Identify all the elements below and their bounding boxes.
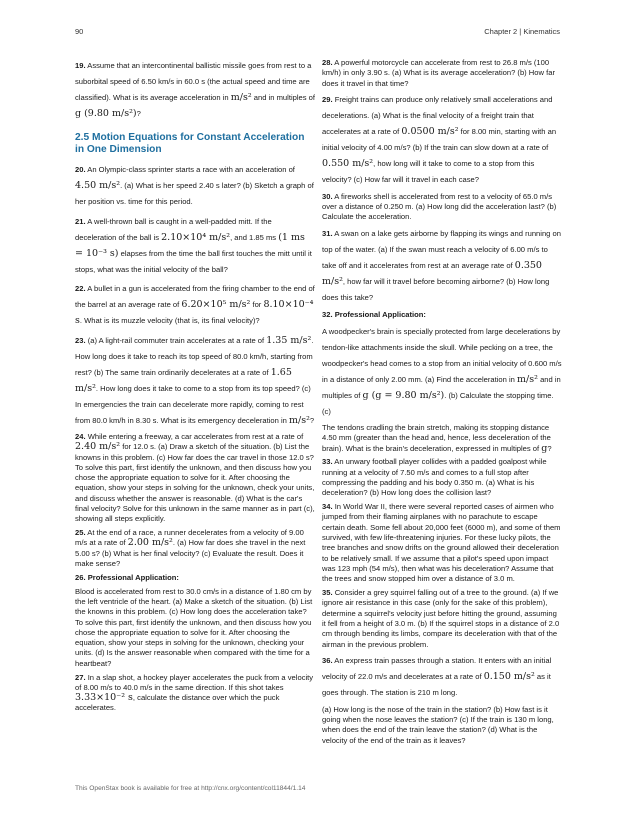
problem-number: 32.: [322, 309, 333, 319]
problem-32-continuation: [322, 423, 562, 454]
problem-text: for: [252, 300, 262, 309]
problem-text: as it goes through. The station is 210 m long.: [322, 672, 551, 698]
problem-26: [75, 573, 315, 583]
problem-text: . How long does it take to reach its top speed of 80.0 km/h, starting from rest? (b) The same train ordinarily decelerates at a rate of: [75, 335, 314, 377]
problem-text: ?: [136, 109, 141, 118]
problem-text: A swan on a lake gets airborne by flapping its wings and running on top of the water. (a) If the swan must reach a velocity of 6.00 m/s to take off and it accelerates from rest at an average rate of: [322, 229, 561, 271]
problem-31: [322, 226, 562, 306]
problem-20: [75, 162, 315, 210]
problem-text: , how long will it take to come to a stop from this velocity? (c) How far will it travel in each case?: [322, 159, 535, 185]
chapter-header: Chapter 2 | Kinematics: [484, 27, 560, 36]
problem-number: 36.: [322, 656, 333, 666]
right-column: [322, 58, 562, 750]
problem-number: 25.: [75, 528, 86, 538]
problem-32: [322, 310, 562, 320]
problem-text: An Olympic-class sprinter starts a race with an acceleration of: [87, 165, 295, 174]
math-expression: g (g = 9.80 m/s²): [362, 389, 445, 401]
problem-number: 33.: [322, 457, 333, 467]
problem-34: [322, 502, 562, 584]
problem-text: An unwary football player collides with a padded goalpost while running at a velocity of 7.50 m/s and comes to a full stop after compressing the padding and his body 0.350 m. (a) What is his deceleration? (b) How long does the collision last?: [322, 457, 547, 498]
math-expression: 2.00 m/s²: [127, 537, 173, 549]
math-expression: 0.0500 m/s²: [401, 126, 459, 138]
problem-text: . (b) Calculate the stopping time. (c): [322, 390, 554, 416]
problem-text: Assume that an intercontinental ballistic missile goes from rest to a suborbital speed of 6.50 km/s in 60.0 s (the actual speed and time are classified). What is its average acceleration in: [75, 61, 312, 102]
problem-text: , and 1.85 ms: [230, 232, 277, 242]
problem-number: 21.: [75, 216, 86, 226]
problem-text: and in multiples of: [253, 93, 316, 102]
problem-text: An express train passes through a station. It enters with an initial velocity of 22.0 m/s and decelerates at a rate of: [322, 656, 552, 682]
math-expression: 1.35 m/s²: [266, 334, 312, 346]
problem-27: [75, 673, 315, 714]
problem-22: [75, 281, 315, 329]
problem-29: [322, 92, 562, 188]
problem-36: [322, 653, 562, 701]
math-expression: 3.33×10⁻² s: [75, 692, 133, 704]
math-expression: 2.10×10⁴ m/s²: [161, 231, 231, 243]
problem-23: [75, 333, 315, 429]
problem-heading: Professional Application:: [334, 309, 426, 319]
problem-25: [75, 528, 315, 569]
problem-number: 29.: [322, 95, 333, 105]
problem-text: . (a) What is her speed 2.40 s later? (b) Sketch a graph of her position vs. time for this period.: [75, 181, 314, 206]
problem-text: and in multiples of: [322, 374, 561, 400]
problem-24: [75, 432, 315, 525]
problem-text: A woodpecker's brain is specially protected from large decelerations by tendon-like attachments inside the skull. While pecking on a tree, the woodpecker's head comes to a stop from an initial velocity of 0.600 m/s in a distance of only 2.00 mm. (a) Find the acceleration in: [322, 326, 562, 384]
problem-text: Freight trains can produce only relatively small accelerations and decelerations. (a) What is the final velocity of a freight train that accelerates at a rate of: [322, 95, 553, 137]
problem-19: [75, 58, 315, 122]
problem-26-body: Blood is accelerated from rest to 30.0 cm/s in a distance of 1.80 cm by the left ventricle of the heart. (a) Make a sketch of the situation. (b) List the knowns in this problem. (c) How long does the acceleration take? To solve this part, first identify the unknown, and then discuss how you chose the appropriate equation to solve for it. After choosing the equation, show your steps in solving for the unknown, checking your units. (d) Is the answer reasonable when compared with the time for a heartbeat?: [75, 586, 313, 668]
problem-number: 22.: [75, 284, 86, 293]
footer-note: This OpenStax book is available for free at http://cnx.org/content/col11844/1.14: [75, 785, 306, 792]
problem-number: 24.: [75, 432, 86, 441]
problem-30: [322, 192, 562, 223]
problem-number: 35.: [322, 588, 333, 598]
problem-33: [322, 457, 562, 498]
problem-28: [322, 58, 562, 89]
math-expression: 1.65 m/s²: [75, 366, 292, 394]
problem-text: ?: [309, 415, 315, 425]
problem-text: The tendons cradling the brain stretch, making its stopping distance 4.50 mm (greater than the head and, hence, less deceleration of the brain). What is the brain's deceleration, expressed in multiples of: [322, 423, 551, 453]
problem-number: 34.: [322, 502, 333, 512]
math-expression: 4.50 m/s²: [75, 180, 121, 191]
math-expression: 0.150 m/s²: [483, 671, 535, 683]
problem-number: 28.: [322, 58, 333, 67]
math-expression: 2.40 m/s²: [75, 441, 121, 453]
problem-text: . How long does it take to come to a stop from its top speed? (c) In emergencies the train can decelerate more rapidly, coming to rest from 80.0 km/h in 8.30 s. What is its emergency deceleration in: [75, 383, 311, 425]
problem-text: While entering a freeway, a car accelerates from rest at a rate of: [87, 432, 304, 441]
problem-35: [322, 588, 562, 650]
math-expression: g: [541, 442, 548, 454]
problem-text: , calculate the distance over which the puck accelerates.: [75, 693, 280, 713]
problem-text: At the end of a race, a runner decelerates from a velocity of 9.00 m/s at a rate of: [75, 528, 304, 548]
math-expression: g (9.80 m/s²): [75, 108, 137, 119]
math-expression: m/s²: [517, 373, 538, 385]
math-expression: 6.20×10⁵ m/s²: [181, 299, 251, 310]
problem-text: for 12.0 s. (a) Draw a sketch of the situation. (b) List the knowns in this problem. (c) How far does the car travel in those 12.0 s? To solve this part, first identify the unknown, and then discuss how you chose the appropriate equation to solve for it. After choosing the equation, show your steps in solving for the unknown, check your units, and discuss whether the answer is reasonable. (d) What is the car's final velocity? Solve for this unknown in the same manner as in part (c), showing all steps explicitly.: [75, 442, 315, 524]
problem-text: Consider a grey squirrel falling out of a tree to the ground. (a) If we ignore air resistance in this case (only for the sake of this problem), determine a squirrel's velocity just before hitting the ground, assuming it fell from a height of 3.0 m. (b) If the squirrel stops in a distance of 2.0 cm through bending its limbs, compare its deceleration with that of the airman in the previous problem.: [322, 588, 560, 649]
problem-text: A well-thrown ball is caught in a well-padded mitt. If the deceleration of the ball is: [75, 216, 272, 242]
math-expression: m/s²: [230, 92, 252, 103]
problem-text: . What is its muzzle velocity (that is, its final velocity)?: [79, 316, 260, 325]
problem-text: A bullet in a gun is accelerated from the firing chamber to the end of the barrel at an average rate of: [75, 284, 315, 309]
problem-text: for 8.00 min, starting with an initial velocity of 4.00 m/s? (b) If the train can slow down at a rate of: [322, 127, 557, 153]
problem-36-parts: (a) How long is the nose of the train in the station? (b) How fast is it going when the nose leaves the station? (c) If the train is 130 m long, when does the end of the train leave the station? (d) What is the velocity of the end of the train as it leaves?: [322, 704, 554, 745]
problem-number: 27.: [75, 672, 86, 682]
left-column: [75, 58, 315, 717]
problem-text: , how far will it travel before becoming airborne? (b) How long does this take?: [322, 277, 550, 303]
problem-heading: Professional Application:: [87, 572, 179, 582]
problem-text: (a) A light-rail commuter train accelerates at a rate of: [87, 335, 265, 345]
problem-number: 23.: [75, 335, 86, 345]
math-expression: 8.10×10⁻⁴ s: [75, 299, 314, 326]
page-number: 90: [75, 27, 84, 36]
problem-number: 31.: [322, 229, 333, 239]
problem-text: In World War II, there were several reported cases of airmen who jumped from their flaming airplanes with no parachute to escape certain death. Some fell about 20,000 feet (6000 m), and some of them survived, with few life-threatening injuries. For these lucky pilots, the tree branches and snow drifts on the ground allowed their deceleration to be relatively small. If we assume that a pilot's speed upon impact was 123 mph (54 m/s), then what was his deceleration? Assume that the trees and snow stopped him over a distance of 3.0 m.: [322, 502, 561, 584]
problem-21: [75, 214, 315, 278]
problem-number: 26.: [75, 572, 86, 582]
problem-text: A fireworks shell is accelerated from rest to a velocity of 65.0 m/s over a distance of 0.250 m. (a) How long did the acceleration last? (b) Calculate the acceleration.: [322, 191, 557, 222]
problem-number: 19.: [75, 61, 86, 70]
problem-text: ?: [547, 443, 552, 453]
problem-text: . (a) How far does she travel in the next 5.00 s? (b) What is her final velocity? (c) Evaluate the result. Does it make sense?: [75, 538, 306, 569]
problem-number: 30.: [322, 191, 333, 201]
problem-text: A powerful motorcycle can accelerate from rest to 26.8 m/s (100 km/h) in only 3.90 s. (a) What is its average acceleration? (b) How far does it travel in that time?: [322, 58, 555, 88]
problem-text: elapses from the time the ball first touches the mitt until it stops, what was the initial velocity of the ball?: [75, 248, 312, 274]
math-expression: 0.350 m/s²: [322, 260, 542, 288]
section-title: 2.5 Motion Equations for Constant Acceleration in One Dimension: [75, 132, 305, 155]
math-expression: (1 ms = 10⁻³ s): [75, 231, 305, 259]
problem-number: 20.: [75, 165, 86, 174]
math-expression: 0.550 m/s²: [322, 158, 374, 170]
problem-text: In a slap shot, a hockey player accelerates the puck from a velocity of 8.00 m/s to 40.0 m/s in the same direction. If this shot takes: [75, 672, 314, 692]
problem-32-body: [322, 324, 562, 420]
math-expression: m/s²: [289, 414, 310, 426]
